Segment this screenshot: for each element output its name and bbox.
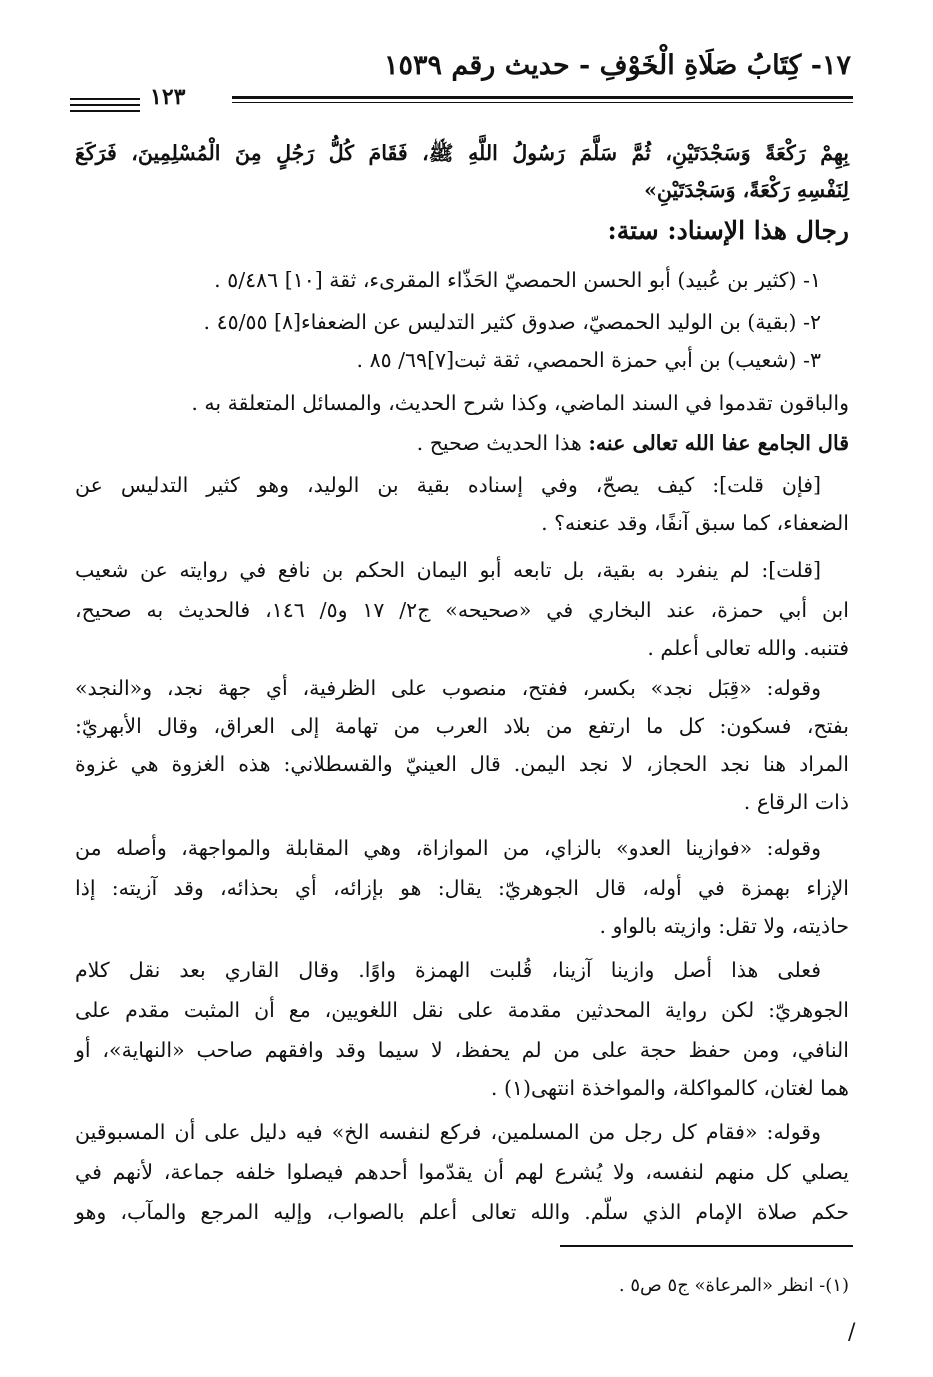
text-line: ذات الرقاع .	[743, 790, 849, 814]
header-rule-short	[70, 98, 140, 100]
author-remark-label: قال الجامع عفا الله تعالى عنه:	[588, 431, 849, 455]
text-line: الجوهريّ: لكن رواية المحدثين مقدمة على نقل اللغويين، مع أن المثبت مقدم على	[75, 998, 849, 1022]
text-line: ٣- (شعيب) بن أبي حمزة الحمصي، ثقة ثبت[٧]٦٩/ ٨٥ .	[356, 348, 821, 372]
section-heading: رجال هذا الإسناد: ستة:	[607, 216, 849, 245]
text-line: النافي، ومن حفظ حجة على من لم يحفظ، لا سيما وقد وافقهم صاحب «النهاية»، أو	[75, 1038, 849, 1062]
text-line: حاذيته، ولا تقل: وازيته بالواو .	[599, 914, 849, 938]
header-rule-long	[232, 96, 853, 99]
text-line: ٢- (بقية) بن الوليد الحمصيّ، صدوق كثير التدليس عن الضعفاء[٨] ٤٥/٥٥ .	[203, 310, 821, 334]
text-line	[417, 433, 849, 454]
text-line: هما لغتان، كالمواكلة، والمواخذة انتهى(١) .	[490, 1076, 849, 1100]
text-line: والباقون تقدموا في السند الماضي، وكذا شرح الحديث، والمسائل المتعلقة به .	[191, 391, 849, 415]
footnote-separator	[560, 1245, 853, 1247]
footnote: (١)- انظر «المرعاة» ج٥ ص٥ .	[618, 1275, 849, 1296]
page-number: ١٢٣	[150, 84, 186, 110]
text-line: يصلي كل منهم لنفسه، ولا يُشرع لهم أن يقدّموا أحدهم فيصلوا خلفه جماعة، لأنهم في	[75, 1160, 849, 1184]
text-line: وقوله: «فقام كل رجل من المسلمين، فركع لنفسه الخ» فيه دليل على أن المسبوقين	[75, 1120, 821, 1144]
header-rule-long-thin	[232, 102, 853, 103]
text-line: ١- (كثير بن عُبيد) أبو الحسن الحمصيّ الحَذّاء المقرىء، ثقة [١٠] ٥/٤٨٦ .	[214, 268, 821, 292]
text-line: الضعفاء، كما سبق آنفًا، وقد عنعنه؟ .	[541, 511, 849, 535]
text-line: فعلى هذا أصل وازينا آزينا، قُلبت الهمزة واوًا. وقال القاري بعد نقل كلام	[75, 958, 821, 982]
text-line: وقوله: «قِبَل نجد» بكسر، ففتح، منصوب على الظرفية، أي جهة نجد، و«النجد»	[75, 676, 821, 700]
text-line: الإزاء بهمزة في أوله، قال الجوهريّ: يقال: هو بإزائه، أي بحذائه، وقد آزيته: إذا	[75, 876, 849, 900]
text-line: لِنَفْسِهِ رَكْعَةً، وَسَجْدَتَيْنِ»	[644, 178, 849, 202]
author-remark-text: هذا الحديث صحيح .	[416, 431, 589, 455]
running-header: ١٧- كِتَابُ صَلَاةِ الْخَوْفِ - حديث رقم ١٥٣٩	[384, 50, 851, 81]
text-line: فتنبه. والله تعالى أعلم .	[647, 636, 849, 660]
text-line: [فإن قلت]: كيف يصحّ، وفي إسناده بقية بن الوليد، وهو كثير التدليس عن	[75, 473, 821, 497]
page-mark: /	[848, 1320, 856, 1345]
text-line: [قلت]: لم ينفرد به بقية، بل تابعه أبو اليمان الحكم بن نافع في روايته عن شعيب	[75, 558, 821, 582]
text-line: بفتح، فسكون: كل ما ارتفع من بلاد العرب من تهامة إلى العراق، وقال الأبهريّ:	[75, 714, 849, 738]
text-line: حكم صلاة الإمام الذي سلّم. والله تعالى أعلم بالصواب، وإليه المرجع والمآب، وهو	[75, 1200, 849, 1224]
text-line: المراد هنا نجد الحجاز، لا نجد اليمن. قال العينيّ والقسطلاني: هذه الغزوة هي غزوة	[75, 752, 849, 776]
text-line: بِهِمْ رَكْعَةً وَسَجْدَتَيْنِ، ثُمَّ سَلَّمَ رَسُولُ اللَّهِ ﷺ، فَقَامَ كُلُّ رَجُلٍ مِنَ الْمُسْلِمِينَ، فَرَكَعَ	[75, 141, 849, 165]
text-line: وقوله: «فوازينا العدو» بالزاي، من الموازاة، وهي المقابلة والمواجهة، وأصله من	[75, 836, 821, 860]
text-line: ابن أبي حمزة، عند البخاري في «صحيحه» ج٢/ ١٧ و٥/ ١٤٦، فالحديث به صحيح،	[75, 598, 849, 622]
